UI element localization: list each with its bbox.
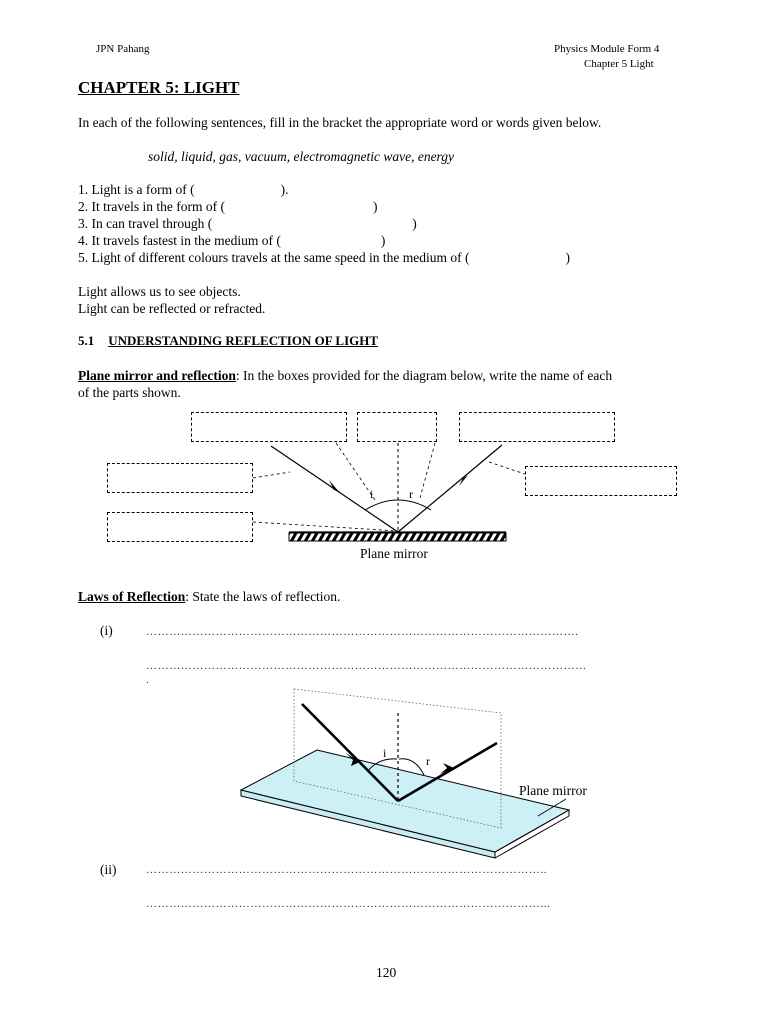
header-left: JPN Pahang — [96, 43, 150, 55]
section-number: 5.1 — [78, 333, 95, 348]
law-1-label: (i) — [100, 623, 113, 638]
label-r-3d: r — [426, 754, 430, 768]
laws-heading: Laws of Reflection — [78, 589, 186, 604]
label-i-3d: i — [383, 746, 387, 760]
page-number: 120 — [376, 965, 397, 980]
word-bank: solid, liquid, gas, vacuum, electromagnetic wave, energy — [148, 149, 455, 164]
plane-mirror-heading: Plane mirror and reflection — [78, 368, 236, 383]
fact-2: Light can be reflected or refracted. — [78, 301, 266, 316]
plane-mirror-instruction: Plane mirror and reflection: In the boxes provided for the diagram below, write the name of each — [78, 368, 613, 383]
label-i: i — [370, 487, 374, 501]
section-title: UNDERSTANDING REFLECTION OF LIGHT — [108, 333, 379, 348]
fill-item-4: 4. It travels fastest in the medium of ( ) — [78, 233, 386, 248]
law-1-dots-b[interactable]: …………………………………………………………………………………………………… — [146, 660, 587, 672]
mirror-label-3d: Plane mirror — [519, 783, 587, 798]
plane-mirror-instruction-2: of the parts shown. — [78, 385, 181, 400]
law-2-dots-a[interactable]: ………………………………………………………………………………………….. — [146, 864, 548, 876]
header-right-line2: Chapter 5 Light — [584, 58, 654, 70]
fact-1: Light allows us to see objects. — [78, 284, 241, 299]
fill-instruction: In each of the following sentences, fill in the bracket the appropriate word or words given below. — [78, 115, 602, 130]
fill-item-5: 5. Light of different colours travels at the same speed in the medium of ( ) — [78, 250, 571, 265]
law-1-dots-c: . — [146, 674, 150, 686]
header-right-line1: Physics Module Form 4 — [554, 43, 660, 55]
fill-item-2: 2. It travels in the form of ( ) — [78, 199, 378, 214]
law-2-label: (ii) — [100, 862, 117, 877]
laws-heading-line: Laws of Reflection: State the laws of reflection. — [78, 589, 341, 604]
chapter-title: CHAPTER 5: LIGHT — [78, 78, 240, 97]
label-r: r — [409, 487, 413, 501]
mirror-label: Plane mirror — [360, 546, 428, 561]
fill-item-1: 1. Light is a form of ( ). — [78, 182, 289, 197]
fill-item-3: 3. In can travel through ( ) — [78, 216, 417, 231]
law-2-dots-b[interactable]: …………………………………………………………………………………………... — [146, 898, 551, 910]
law-1-dots-a[interactable]: …………………………………………………………………………………………………. — [146, 626, 579, 638]
mirror-slab-top — [241, 750, 569, 852]
